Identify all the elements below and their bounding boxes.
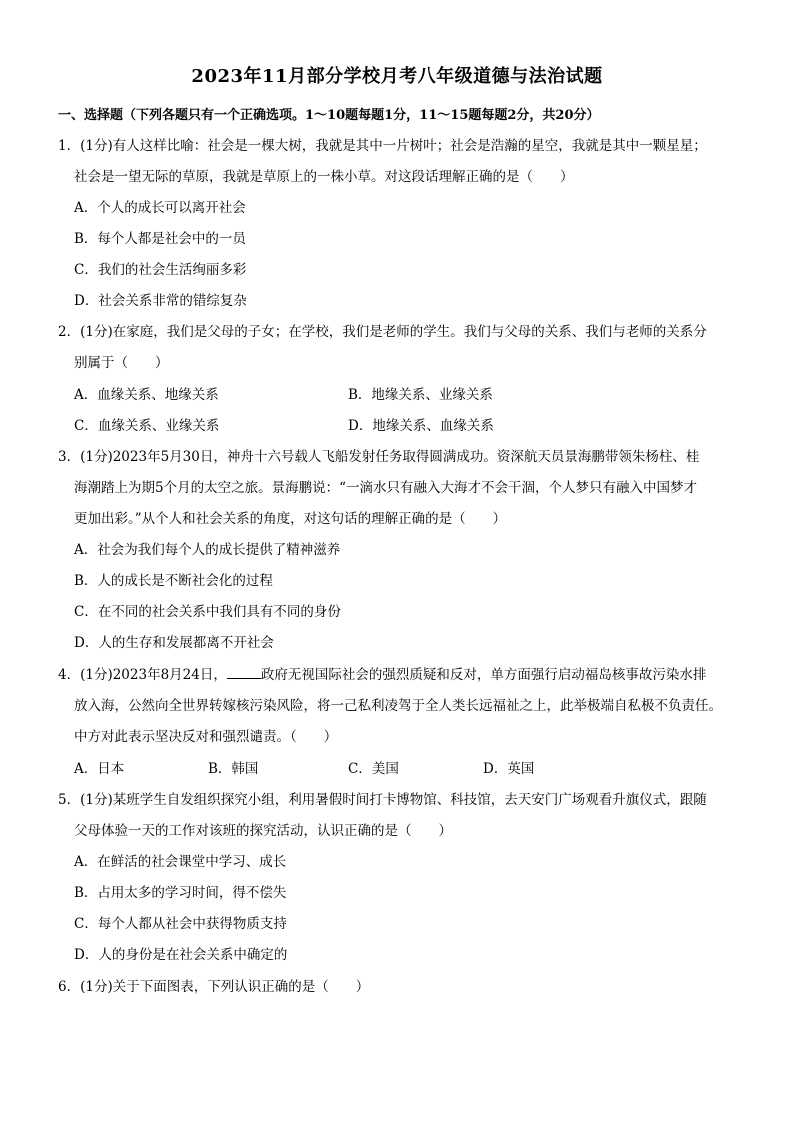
question-5-option-d: D．人的身份是在社会关系中确定的 bbox=[74, 947, 288, 963]
question-4-option-a: A．日本 bbox=[74, 761, 125, 777]
question-4-text-start: 4．(1分)2023年8月24日， bbox=[58, 667, 227, 683]
question-3-text-cont: 海潮踏上为期5个月的太空之旅。景海鹏说：“一滴水只有融入大海才不会干涸，个人梦只有融入中国梦才 bbox=[74, 480, 697, 496]
question-5-text-cont: 父母体验一天的工作对该班的探究活动，认识正确的是（ ） bbox=[74, 823, 452, 839]
question-4-option-d: D．英国 bbox=[483, 761, 535, 777]
question-5-option-a: A．在鲜活的社会课堂中学习、成长 bbox=[74, 854, 287, 870]
question-2-text-cont: 别属于（ ） bbox=[74, 355, 169, 371]
question-1-option-b: B．每个人都是社会中的一员 bbox=[74, 231, 246, 247]
exam-title: 2023年11月部分学校月考八年级道德与法治试题 bbox=[191, 66, 603, 87]
question-3-option-c: C．在不同的社会关系中我们具有不同的身份 bbox=[74, 604, 341, 620]
question-2-text: 2．(1分)在家庭，我们是父母的子女；在学校，我们是老师的学生。我们与父母的关系、我们与老师的关系分 bbox=[58, 324, 707, 340]
fill-in-blank bbox=[227, 666, 261, 679]
question-5-option-b: B．占用太多的学习时间，得不偿失 bbox=[74, 885, 287, 901]
question-2-option-b: B．地缘关系、业缘关系 bbox=[348, 387, 493, 403]
question-1-option-a: A．个人的成长可以离开社会 bbox=[74, 200, 246, 216]
question-5-text: 5．(1分)某班学生自发组织探究小组，利用暑假时间打卡博物馆、科技馆，去天安门广场观看升旗仪式，跟随 bbox=[58, 792, 707, 808]
question-6-text: 6．(1分)关于下面图表，下列认识正确的是（ ） bbox=[58, 979, 370, 995]
question-3-text: 3．(1分)2023年5月30日，神舟十六号载人飞船发射任务取得圆满成功。资深航天员景海鹏带领朱杨柱、桂 bbox=[58, 449, 700, 465]
question-1-option-c: C．我们的社会生活绚丽多彩 bbox=[74, 262, 247, 278]
question-4-text-cont: 放入海，公然向全世界转嫁核污染风险，将一己私利凌驾于全人类长远福祉之上，此举极端自私极不负责任。 bbox=[74, 698, 722, 714]
question-5-option-c: C．每个人都从社会中获得物质支持 bbox=[74, 916, 287, 932]
question-2-option-a: A．血缘关系、地缘关系 bbox=[74, 387, 219, 403]
question-4-option-b: B．韩国 bbox=[208, 761, 259, 777]
question-2-option-d: D．地缘关系、血缘关系 bbox=[348, 418, 494, 434]
question-3-text-cont-2: 更加出彩。”从个人和社会关系的角度，对这句话的理解正确的是（ ） bbox=[74, 511, 507, 527]
question-4-text bbox=[58, 665, 706, 685]
question-4-text-cont-2: 中方对此表示坚决反对和强烈谴责。（ ） bbox=[74, 729, 338, 745]
section-heading: 一、选择题（下列各题只有一个正确选项。1～10题每题1分，11～15题每题2分，共20分） bbox=[58, 108, 600, 123]
question-1-option-d: D．社会关系非常的错综复杂 bbox=[74, 293, 247, 309]
question-1-text-cont: 社会是一望无际的草原，我就是草原上的一株小草。对这段话理解正确的是（ ） bbox=[74, 169, 574, 185]
question-3-option-b: B．人的成长是不断社会化的过程 bbox=[74, 573, 273, 589]
question-2-option-c: C．血缘关系、业缘关系 bbox=[74, 418, 220, 434]
question-3-option-d: D．人的生存和发展都离不开社会 bbox=[74, 635, 274, 651]
question-4-option-c: C．美国 bbox=[348, 761, 399, 777]
question-3-option-a: A．社会为我们每个人的成长提供了精神滋养 bbox=[74, 542, 341, 558]
question-4-text-end: 政府无视国际社会的强烈质疑和反对，单方面强行启动福岛核事故污染水排 bbox=[260, 667, 707, 683]
question-1-text: 1．(1分)有人这样比喻：社会是一棵大树，我就是其中一片树叶；社会是浩瀚的星空，我就是其中一颗星星； bbox=[58, 138, 707, 154]
